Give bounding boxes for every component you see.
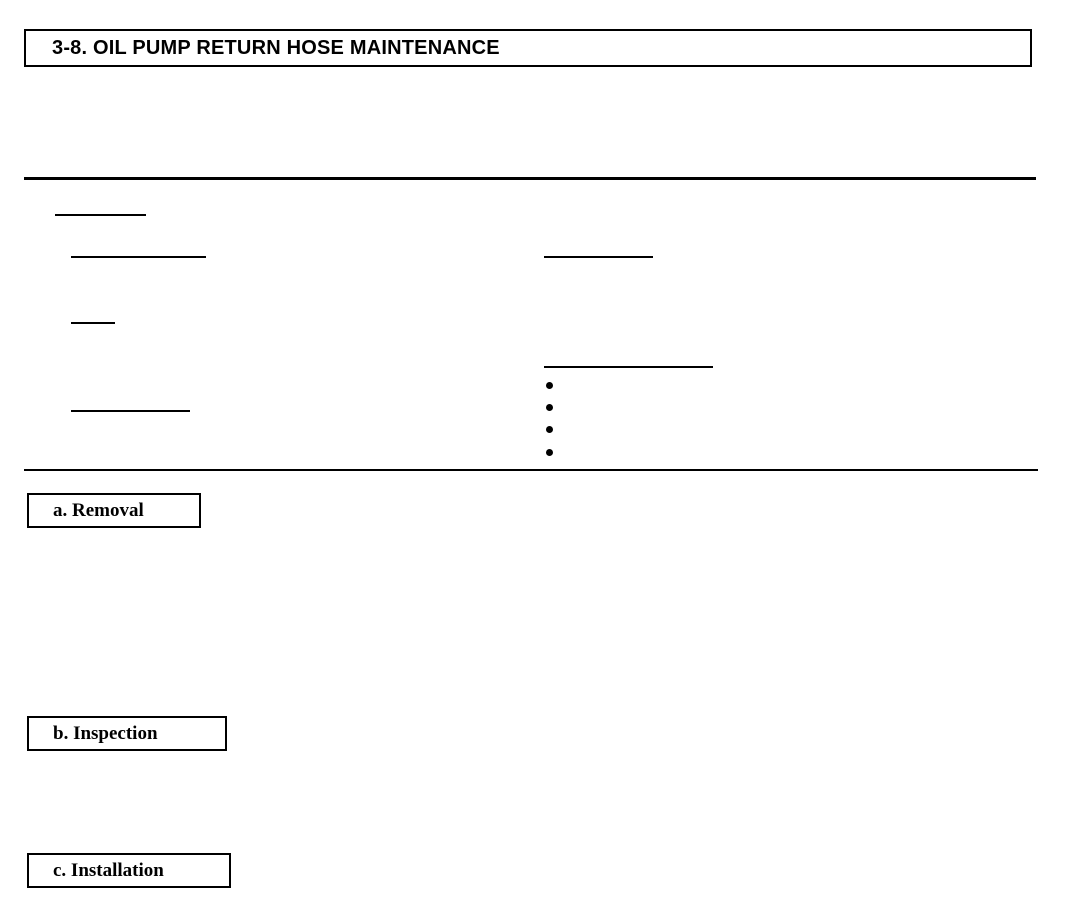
materials-underline xyxy=(71,322,115,324)
page-title: 3-8. OIL PUMP RETURN HOSE MAINTENANCE xyxy=(52,37,500,59)
equipment-condition-underline xyxy=(544,366,713,368)
installation-heading: c. Installation xyxy=(53,860,164,881)
title-box xyxy=(24,29,1032,67)
bottom-divider xyxy=(24,469,1038,471)
removal-heading: a. Removal xyxy=(53,500,144,521)
installation-section-box xyxy=(27,853,231,888)
equipment-condition-bullet xyxy=(546,426,553,433)
references-underline xyxy=(71,410,190,412)
equipment-condition-bullet xyxy=(546,449,553,456)
equipment-condition-bullet xyxy=(546,382,553,389)
top-divider xyxy=(24,177,1036,180)
initial-setup-underline xyxy=(55,214,146,216)
tools-underline xyxy=(71,256,206,258)
inspection-heading: b. Inspection xyxy=(53,723,158,744)
equipment-condition-bullet xyxy=(546,404,553,411)
removal-section-box xyxy=(27,493,201,528)
inspection-section-box xyxy=(27,716,227,751)
personnel-underline xyxy=(544,256,653,258)
